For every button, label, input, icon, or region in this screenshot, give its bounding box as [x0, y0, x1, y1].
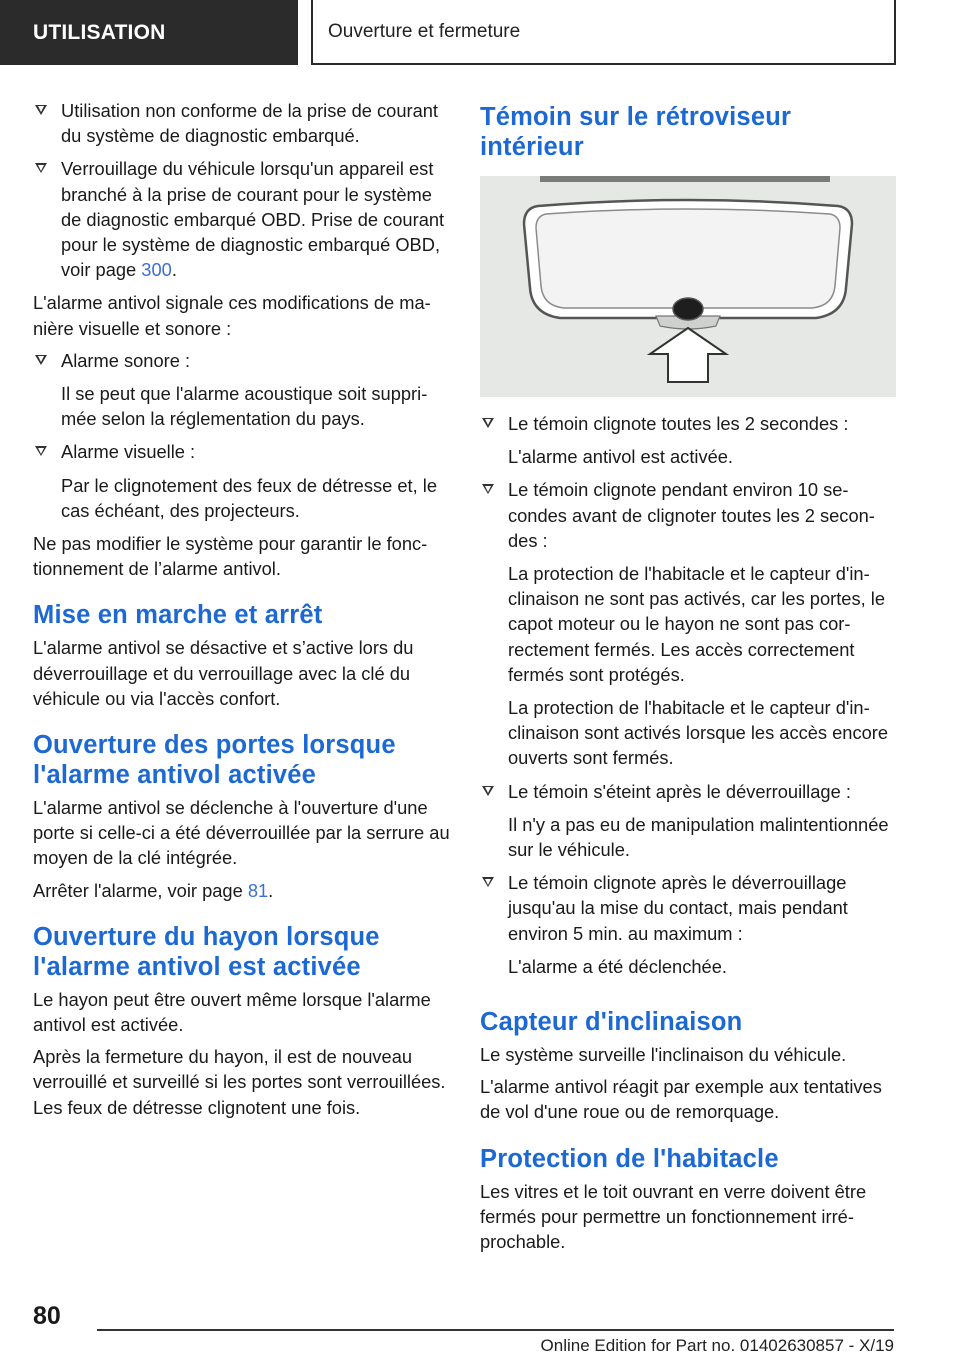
list-item: Le témoin s'éteint après le déverrouillage :	[480, 779, 898, 804]
paragraph: Les vitres et le toit ouvrant en verre doivent être fermés pour permettre un fonctionnement irréprochable.	[480, 1180, 867, 1253]
chapter-header	[311, 0, 896, 65]
list-item: Utilisation non conforme de la prise de courant du système de diagnostic embarqué.	[33, 98, 450, 148]
paragraph: Ne pas modifier le système pour garantir le fonctionnement de l’alarme antivol.	[33, 533, 428, 580]
triangle-bullet-icon	[482, 484, 494, 494]
page-number: 80	[33, 1302, 61, 1330]
list-item: Alarme visuelle :	[33, 439, 450, 464]
triangle-bullet-icon	[35, 163, 47, 173]
chapter-title: Ouverture et fermeture	[328, 20, 521, 42]
heading-ouverture-hayon: Ouverture du hayon lorsque l'alarme antivol est activée	[33, 922, 380, 981]
page-link-81[interactable]: 81	[247, 879, 269, 901]
paragraph: Le hayon peut être ouvert même lorsque l'alarme antivol est activée.	[33, 988, 431, 1036]
heading-ouverture-portes: Ouverture des portes lorsque l'alarme antivol activée	[33, 731, 396, 790]
page-link-300[interactable]: 300	[141, 259, 172, 281]
list-item: Verrouillage du véhicule lorsqu'un appareil est branché à la prise de courant pour le système de diagnostic embarqué OBD. Prise de courant pour le système de diagnostic embarqué OBD, voir page 300.	[33, 156, 450, 282]
list-item-body: Par le clignotement des feux de détresse et, le cas échéant, des projecteurs.	[61, 474, 437, 521]
section-tab	[0, 0, 298, 65]
list-item: Le témoin clignote après le déverrouillage jusqu'au la mise du contact, mais pendant environ 5 min. au maximum :	[480, 870, 898, 946]
triangle-bullet-icon	[35, 446, 47, 456]
heading-mise-en-marche: Mise en marche et arrêt	[33, 601, 323, 630]
list-item-body: Il se peut que l'alarme acoustique soit supprimée selon la réglementation du pays.	[61, 383, 428, 430]
paragraph: L'alarme antivol réagit par exemple aux tentatives de vol d'une roue ou de remorquage.	[480, 1076, 882, 1123]
rearview-mirror-icon	[480, 176, 896, 397]
paragraph: L'alarme antivol se déclenche à l'ouverture d'une porte si celle-ci a été déverrouillée par la serrure au moyen de la clé intégrée.	[33, 797, 450, 869]
triangle-bullet-icon	[35, 355, 47, 365]
list-item-body: L'alarme a été déclenchée.	[508, 955, 727, 977]
left-column	[33, 98, 450, 1127]
triangle-bullet-icon	[482, 786, 494, 796]
paragraph: L'alarme antivol signale ces modifications de manière visuelle et sonore :	[33, 292, 431, 339]
paragraph: Arrêter l'alarme, voir page 81.	[33, 879, 274, 901]
mirror-illustration	[480, 176, 896, 397]
list-item: Le témoin clignote toutes les 2 secondes :	[480, 411, 898, 436]
triangle-bullet-icon	[482, 418, 494, 428]
triangle-bullet-icon	[35, 105, 47, 115]
list-item-body: La protection de l'habitacle et le capteur d'inclinaison sont activés lorsque les accès encore ouverts sont fermés.	[508, 697, 889, 769]
heading-protection: Protection de l'habitacle	[480, 1144, 779, 1173]
list-item-body: L'alarme antivol est activée.	[508, 446, 734, 468]
paragraph: Après la fermeture du hayon, il est de nouveau verrouillé et surveillé si les portes sont verrouillées. Les feux de détresse clignotent une fois.	[33, 1046, 446, 1118]
list-item: Alarme sonore :	[33, 348, 450, 373]
list-item: Le témoin clignote pendant environ 10 secondes avant de clignoter toutes les 2 secondes :	[480, 477, 898, 553]
list-item-body: La protection de l'habitacle et le capteur d'inclinaison ne sont pas activés, car les portes, le capot moteur ou le hayon ne sont pas correctement fermés. Les accès correctement fermés sont protégés.	[508, 563, 885, 685]
footer-divider	[97, 1329, 894, 1331]
right-column	[480, 102, 898, 1261]
section-title: UTILISATION	[33, 20, 166, 44]
paragraph: Le système surveille l'inclinaison du véhicule.	[480, 1044, 847, 1066]
footer-edition: Online Edition for Part no. 01402630857 - X/19	[540, 1336, 894, 1355]
heading-temoin: Témoin sur le rétroviseur intérieur	[480, 103, 792, 161]
triangle-bullet-icon	[482, 877, 494, 887]
heading-capteur: Capteur d'inclinaison	[480, 1008, 743, 1037]
paragraph: L'alarme antivol se désactive et s’active lors du déverrouillage et du verrouillage avec la clé du véhicule ou via l'accès confort.	[33, 637, 414, 709]
list-item-body: Il n'y a pas eu de manipulation malintentionnée sur le véhicule.	[508, 813, 889, 861]
